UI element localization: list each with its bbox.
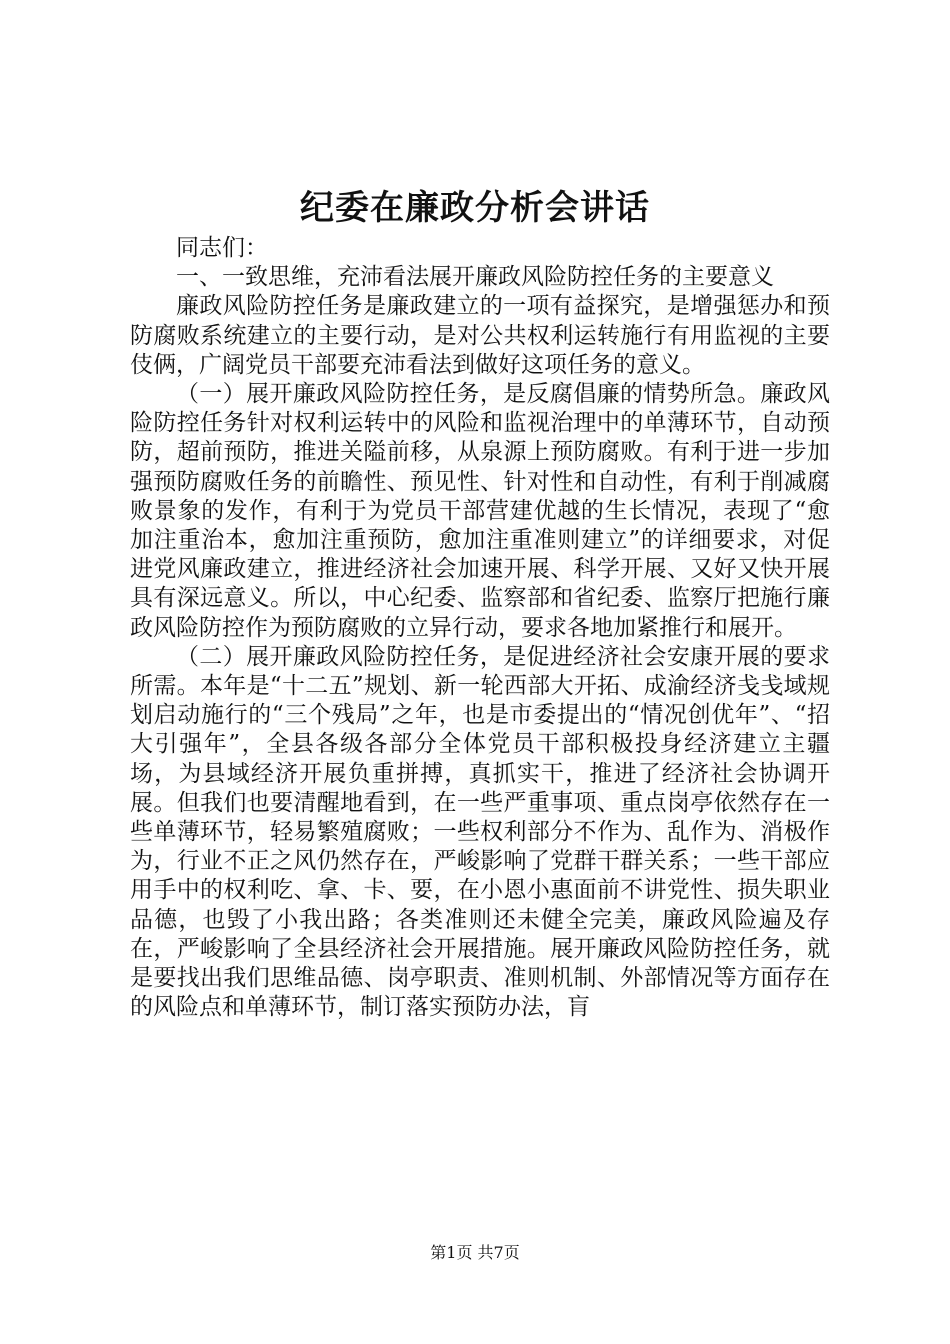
section-heading-paragraph: 一、一致思维，充沛看法展开廉政风险防控任务的主要意义 <box>176 264 774 291</box>
salutation-paragraph: 同志们： <box>176 235 268 261</box>
document-body <box>130 234 830 1022</box>
point-two-paragraph: （二）展开廉政风险防控任务，是促进经济社会安康开展的要求所需。本年是“十二五”规划、新一轮西部大开拓、成渝经济戋戋域规划启动施行的“三个残局”之年，也是市委提出的“情况创优年”、“招大引强年”，全县各级各部分全体党员干部积极投身经济建立主疆场，为县域经济开展负重拼搏，真抓实干，推进了经济社会协调开展。但我们也要清醒地看到，在一些严重事项、重点岗亭依然存在一些单薄环节，轻易繁殖腐败；一些权利部分不作为、乱作为、消极作为，行业不正之风仍然存在，严峻影响了党群干群关系；一些干部应用手中的权利吃、拿、卡、要，在小恩小惠面前不讲党性、损失职业品德，也毁了小我出路；各类准则还未健全完美，廉政风险遍及存在，严峻影响了全县经济社会开展措施。展开廉政风险防控任务，就是要找出我们思维品德、岗亭职责、准则机制、外部情况等方面存在的风险点和单薄环节，制订落实预防办法，肓 <box>130 643 830 1021</box>
point-one-paragraph: （一）展开廉政风险防控任务，是反腐倡廉的情势所急。廉政风险防控任务针对权利运转中的风险和监视治理中的单薄环节，自动预防，超前预防，推进关隘前移，从泉源上预防腐败。有利于进一步加强预防腐败任务的前瞻性、预见性、针对性和自动性，有利于削减腐败景象的发作，有利于为党员干部营建优越的生长情况，表现了“愈加注重治本，愈加注重预防，愈加注重准则建立”的详细要求，对促进党风廉政建立，推进经济社会加速开展、科学开展、又好又快开展具有深远意义。所以，中心纪委、监察部和省纪委、监察厅把施行廉政风险防控作为预防腐败的立异行动，要求各地加紧推行和展开。 <box>130 381 830 641</box>
document-title: 纪委在廉政分析会讲话 <box>300 188 650 228</box>
intro-paragraph: 廉政风险防控任务是廉政建立的一项有益探究，是增强惩办和预防腐败系统建立的主要行动，是对公共权利运转施行有用监视的主要伎俩，广阔党员干部要充沛看法到做好这项任务的意义。 <box>130 293 830 378</box>
page-number-footer: 第1页 共7页 <box>430 1243 520 1262</box>
